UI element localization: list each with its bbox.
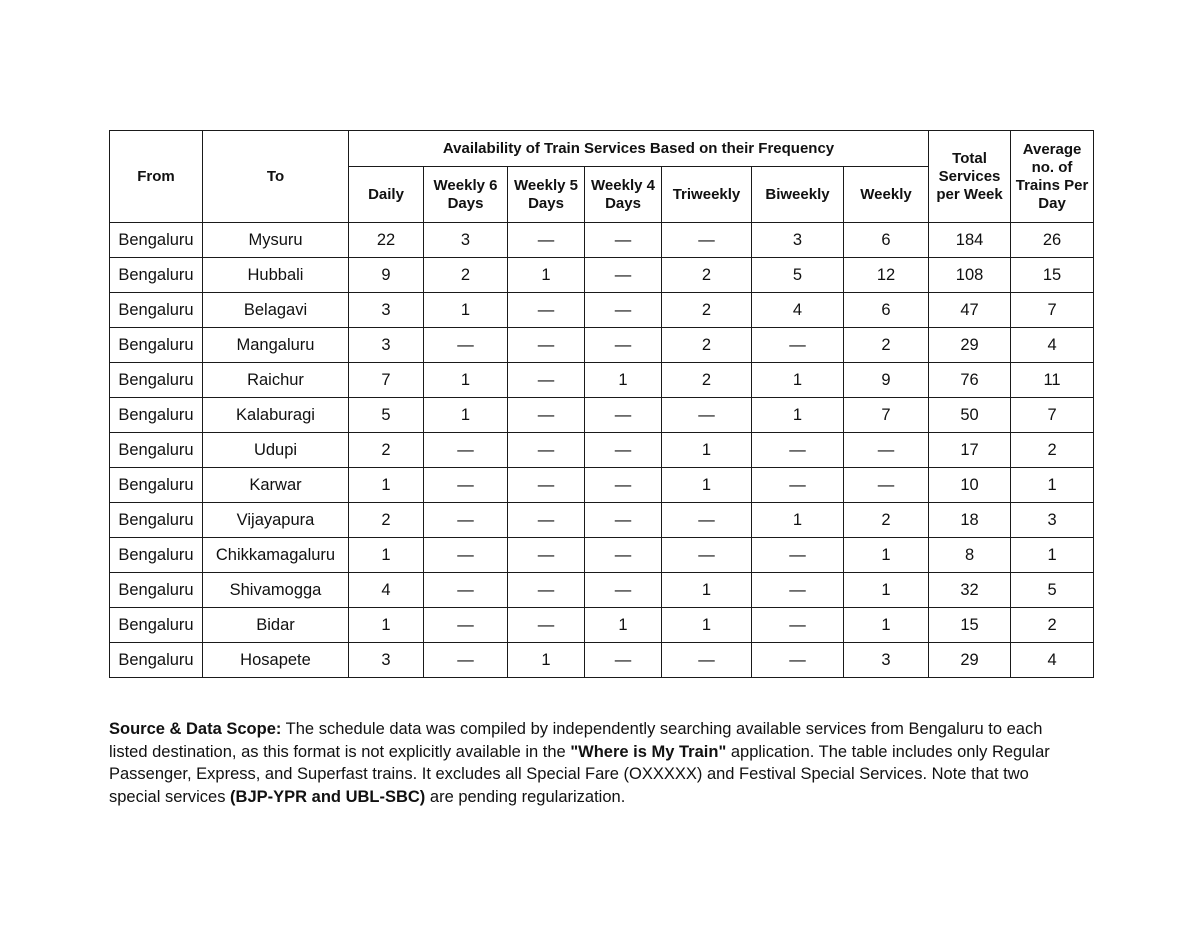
header-from: From — [110, 131, 203, 223]
header-biweekly: Biweekly — [752, 167, 844, 223]
cell-average: 7 — [1011, 293, 1094, 328]
cell-weekly-5-days: — — [508, 608, 585, 643]
cell-weekly-5-days: — — [508, 433, 585, 468]
cell-weekly: 2 — [844, 503, 929, 538]
header-weekly: Weekly — [844, 167, 929, 223]
cell-average: 7 — [1011, 398, 1094, 433]
cell-biweekly: — — [752, 328, 844, 363]
cell-total: 50 — [929, 398, 1011, 433]
cell-weekly-6-days: 3 — [424, 223, 508, 258]
cell-average: 15 — [1011, 258, 1094, 293]
cell-biweekly: — — [752, 573, 844, 608]
cell-weekly-4-days: — — [585, 538, 662, 573]
cell-to: Hosapete — [203, 643, 349, 678]
cell-weekly-6-days: 1 — [424, 398, 508, 433]
cell-total: 18 — [929, 503, 1011, 538]
cell-weekly-5-days: — — [508, 538, 585, 573]
cell-biweekly: 1 — [752, 503, 844, 538]
cell-triweekly: — — [662, 398, 752, 433]
cell-weekly-6-days: — — [424, 643, 508, 678]
cell-weekly: 12 — [844, 258, 929, 293]
cell-weekly-5-days: — — [508, 328, 585, 363]
cell-biweekly: 5 — [752, 258, 844, 293]
header-total-services: Total Services per Week — [929, 131, 1011, 223]
cell-average: 1 — [1011, 468, 1094, 503]
cell-daily: 4 — [349, 573, 424, 608]
cell-to: Karwar — [203, 468, 349, 503]
cell-weekly-4-days: — — [585, 468, 662, 503]
cell-average: 4 — [1011, 643, 1094, 678]
cell-from: Bengaluru — [110, 433, 203, 468]
cell-weekly: 7 — [844, 398, 929, 433]
cell-weekly-5-days: — — [508, 468, 585, 503]
table-row — [110, 258, 1094, 293]
cell-weekly-6-days: — — [424, 503, 508, 538]
cell-from: Bengaluru — [110, 538, 203, 573]
header-daily: Daily — [349, 167, 424, 223]
table-header — [110, 131, 1094, 223]
cell-weekly-6-days: — — [424, 468, 508, 503]
table-body — [110, 223, 1094, 678]
cell-from: Bengaluru — [110, 503, 203, 538]
cell-weekly-5-days: — — [508, 573, 585, 608]
cell-biweekly: — — [752, 538, 844, 573]
cell-biweekly: — — [752, 468, 844, 503]
cell-to: Mysuru — [203, 223, 349, 258]
train-frequency-table — [109, 130, 1094, 678]
cell-from: Bengaluru — [110, 223, 203, 258]
cell-weekly: 1 — [844, 573, 929, 608]
cell-weekly-6-days: 1 — [424, 293, 508, 328]
cell-daily: 2 — [349, 433, 424, 468]
cell-from: Bengaluru — [110, 643, 203, 678]
cell-average: 3 — [1011, 503, 1094, 538]
cell-biweekly: 4 — [752, 293, 844, 328]
header-weekly-4-days: Weekly 4 Days — [585, 167, 662, 223]
header-weekly-6-days: Weekly 6 Days — [424, 167, 508, 223]
cell-biweekly: 3 — [752, 223, 844, 258]
note-app-name: "Where is My Train" — [570, 742, 727, 761]
cell-triweekly: 2 — [662, 363, 752, 398]
cell-total: 108 — [929, 258, 1011, 293]
cell-total: 17 — [929, 433, 1011, 468]
cell-weekly-4-days: — — [585, 398, 662, 433]
table-row — [110, 538, 1094, 573]
cell-biweekly: — — [752, 643, 844, 678]
cell-weekly-6-days: — — [424, 328, 508, 363]
cell-biweekly: — — [752, 608, 844, 643]
cell-weekly-4-days: — — [585, 643, 662, 678]
cell-triweekly: 1 — [662, 468, 752, 503]
cell-average: 1 — [1011, 538, 1094, 573]
cell-weekly: 9 — [844, 363, 929, 398]
cell-from: Bengaluru — [110, 608, 203, 643]
table-row — [110, 503, 1094, 538]
cell-weekly-5-days: — — [508, 398, 585, 433]
cell-weekly: 6 — [844, 293, 929, 328]
cell-weekly-4-days: — — [585, 328, 662, 363]
cell-average: 2 — [1011, 433, 1094, 468]
header-to: To — [203, 131, 349, 223]
cell-weekly-5-days: 1 — [508, 643, 585, 678]
cell-weekly-6-days: — — [424, 433, 508, 468]
cell-average: 2 — [1011, 608, 1094, 643]
cell-weekly-6-days: — — [424, 538, 508, 573]
table-row — [110, 573, 1094, 608]
cell-weekly-5-days: — — [508, 293, 585, 328]
cell-weekly-4-days: — — [585, 258, 662, 293]
header-triweekly: Triweekly — [662, 167, 752, 223]
cell-triweekly: 2 — [662, 258, 752, 293]
cell-from: Bengaluru — [110, 293, 203, 328]
cell-weekly-6-days: 1 — [424, 363, 508, 398]
cell-weekly-4-days: 1 — [585, 608, 662, 643]
cell-weekly-6-days: 2 — [424, 258, 508, 293]
table-row — [110, 608, 1094, 643]
cell-weekly-5-days: — — [508, 223, 585, 258]
cell-daily: 3 — [349, 328, 424, 363]
cell-weekly: — — [844, 468, 929, 503]
cell-total: 32 — [929, 573, 1011, 608]
table-row — [110, 223, 1094, 258]
cell-biweekly: 1 — [752, 363, 844, 398]
cell-weekly: 1 — [844, 538, 929, 573]
cell-weekly: 2 — [844, 328, 929, 363]
cell-triweekly: 1 — [662, 433, 752, 468]
cell-triweekly: 2 — [662, 293, 752, 328]
cell-weekly-4-days: — — [585, 573, 662, 608]
cell-total: 184 — [929, 223, 1011, 258]
note-text-2: application. The table includes only Regular Passenger, Express, and Superfast trains. It excludes all Special Fare (OXXXXX) and Festival Special Services. Note that two special services — [109, 742, 1050, 806]
cell-from: Bengaluru — [110, 573, 203, 608]
table-row — [110, 643, 1094, 678]
cell-to: Udupi — [203, 433, 349, 468]
cell-daily: 22 — [349, 223, 424, 258]
cell-total: 15 — [929, 608, 1011, 643]
note-text-1: The schedule data was compiled by independently searching available services from Bengaluru to each listed destination, as this format is not explicitly available in the — [109, 720, 1043, 761]
cell-from: Bengaluru — [110, 363, 203, 398]
cell-triweekly: 2 — [662, 328, 752, 363]
cell-to: Chikkamagaluru — [203, 538, 349, 573]
cell-average: 26 — [1011, 223, 1094, 258]
cell-daily: 1 — [349, 608, 424, 643]
cell-daily: 1 — [349, 468, 424, 503]
cell-total: 76 — [929, 363, 1011, 398]
cell-triweekly: — — [662, 503, 752, 538]
cell-to: Mangaluru — [203, 328, 349, 363]
cell-triweekly: — — [662, 643, 752, 678]
cell-weekly-4-days: — — [585, 223, 662, 258]
table-row — [110, 363, 1094, 398]
cell-weekly-6-days: — — [424, 573, 508, 608]
cell-total: 47 — [929, 293, 1011, 328]
cell-from: Bengaluru — [110, 258, 203, 293]
cell-triweekly: — — [662, 223, 752, 258]
note-text-3: are pending regularization. — [425, 787, 626, 806]
cell-from: Bengaluru — [110, 328, 203, 363]
cell-triweekly: 1 — [662, 608, 752, 643]
cell-weekly-5-days: — — [508, 503, 585, 538]
cell-to: Shivamogga — [203, 573, 349, 608]
cell-average: 5 — [1011, 573, 1094, 608]
cell-weekly-5-days: — — [508, 363, 585, 398]
cell-weekly-4-days: — — [585, 293, 662, 328]
header-frequency-group: Availability of Train Services Based on their Frequency — [349, 131, 929, 167]
cell-to: Raichur — [203, 363, 349, 398]
cell-to: Bidar — [203, 608, 349, 643]
cell-from: Bengaluru — [110, 468, 203, 503]
cell-daily: 5 — [349, 398, 424, 433]
cell-weekly-6-days: — — [424, 608, 508, 643]
cell-weekly: 6 — [844, 223, 929, 258]
table-row — [110, 328, 1094, 363]
cell-daily: 3 — [349, 293, 424, 328]
cell-average: 4 — [1011, 328, 1094, 363]
cell-weekly-4-days: — — [585, 433, 662, 468]
cell-daily: 7 — [349, 363, 424, 398]
cell-triweekly: 1 — [662, 573, 752, 608]
table-row — [110, 293, 1094, 328]
note-special-services: (BJP-YPR and UBL-SBC) — [230, 787, 426, 806]
cell-weekly-4-days: 1 — [585, 363, 662, 398]
cell-to: Kalaburagi — [203, 398, 349, 433]
cell-daily: 2 — [349, 503, 424, 538]
cell-from: Bengaluru — [110, 398, 203, 433]
cell-daily: 1 — [349, 538, 424, 573]
cell-total: 29 — [929, 328, 1011, 363]
cell-to: Vijayapura — [203, 503, 349, 538]
table-row — [110, 398, 1094, 433]
table-row — [110, 433, 1094, 468]
cell-total: 8 — [929, 538, 1011, 573]
cell-total: 10 — [929, 468, 1011, 503]
cell-weekly-5-days: 1 — [508, 258, 585, 293]
cell-weekly: 3 — [844, 643, 929, 678]
cell-weekly: — — [844, 433, 929, 468]
cell-to: Belagavi — [203, 293, 349, 328]
cell-to: Hubbali — [203, 258, 349, 293]
cell-weekly-4-days: — — [585, 503, 662, 538]
source-note — [109, 718, 1069, 808]
cell-biweekly: — — [752, 433, 844, 468]
cell-weekly: 1 — [844, 608, 929, 643]
cell-daily: 3 — [349, 643, 424, 678]
header-weekly-5-days: Weekly 5 Days — [508, 167, 585, 223]
cell-triweekly: — — [662, 538, 752, 573]
cell-average: 11 — [1011, 363, 1094, 398]
header-average-trains: Average no. of Trains Per Day — [1011, 131, 1094, 223]
cell-total: 29 — [929, 643, 1011, 678]
cell-daily: 9 — [349, 258, 424, 293]
table-row — [110, 468, 1094, 503]
cell-biweekly: 1 — [752, 398, 844, 433]
note-label: Source & Data Scope: — [109, 720, 282, 738]
